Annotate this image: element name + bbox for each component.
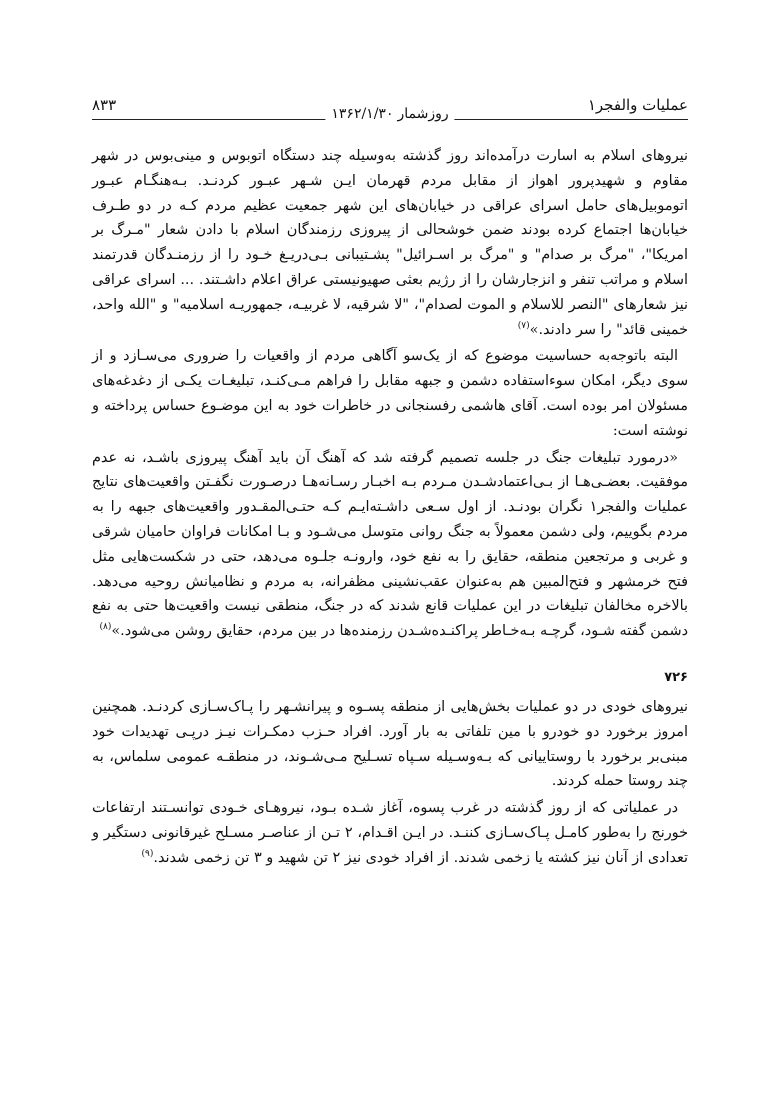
diary-label-text: روزشمار [397,106,449,122]
running-head [92,86,688,122]
paragraph [92,695,688,794]
quote-paragraph [92,446,688,644]
page-body [92,144,688,871]
paragraph-text: البته باتوجه‌به حساسیت موضوع که از یک‌سو آگاهی مردم از واقعیات را ضروری می‌سـازد و از سوی دیگر، امکان سوءاستفاده دشمن و جبهه مقابل را فراهم مـی‌کنـد، تبلیغـات یکـی از دغدغه‌های مسئولان امر بوده است. آقای هاشمی رفسنجانی در خاطرات خود به این موضـوع حساس پرداخته و نوشته است: [92,348,688,439]
page-number: ۸۳۳ [92,96,117,114]
paragraph-text: در عملیاتی که از روز گذشته در غرب پسوه، آغاز شـده بـود، نیروهـای خـودی توانسـتند ارتفاعات خورنج را به‌طور کامـل پـاک‌سـازی کننـد. در ایـن اقـدام، ۲ تـن از عناصـر مسـلح غیرقانونی دستگیر و تعدادی از آنان نیز کشته یا زخمی شدند. از افراد خودی نیز ۲ تن شهید و ۳ تن زخمی شدند. [92,800,688,866]
paragraph [92,144,688,342]
paragraph [92,796,688,870]
paragraph-text: «درمورد تبلیغات جنگ در جلسه تصمیم گرفته شد که آهنگ آن باید آهنگ پیروزی باشـد، نه عدم موفقیت. بعضـی‌هـا از بـی‌اعتمادشـدن مـردم بـه اخبـار رسـانه‌هـا درصـورت نگفـتن واقعیت‌های نتایج عملیات والفجر۱ نگران بودنـد. از اول سـعی داشـته‌ایـم کـه حتـی‌المقـدور واقعیت‌های جبهه را به مردم بگوییم، ولی دشمن معمولاً به جنگ روانی متوسل می‌شـود و بـا امکانات فراوان حامیان شرقی و غربی و مرتجعین منطقه، حقایق را به نفع خود، وارونـه جلـوه می‌دهد، حتی در شکست‌هایی مثل فتح خرمشهر و فتح‌المبین هم به‌عنوان عقب‌نشینی مظفرانه، به مردم و نظامیانش روحیه می‌دهد. بالاخره مخالفان تبلیغات در این عملیات قانع شدند که در جنگ، منطقی نیست واقعیت‌ها حتی به نفع دشمن گفته شـود، گرچـه بـه‌خـاطر پراکنـده‌شـدن رزمنده‌ها در بین مردم، حقایق روشن می‌شود.» [92,449,688,640]
entry-number: ۷۲۶ [664,669,688,685]
footnote-ref: (۹) [141,848,154,859]
book-title: عملیات والفجر۱ [587,96,688,114]
diary-label [325,106,454,122]
diary-date: ۱۳۶۲/۱/۳۰ [331,106,394,122]
paragraph [92,344,688,443]
footnote-ref: (۸) [99,622,112,633]
paragraph-text: نیروهای خودی در دو عملیات بخش‌هایی از منطقه پسـوه و پیرانشـهر را پـاک‌سـازی کردنـد. همچنین امروز برخورد دو خودرو با مین تلفاتی به بار آورد. افراد حـزب دمکـرات نیـز درپـی تهدیدات خود مبنی‌بر برخورد با روستاییانی که بـه‌وسـیله سـپاه تسـلیح مـی‌شـوند، در منطقـه عمومی سلماس، به چند روستا حمله کردند. [92,698,688,790]
paragraph-text: نیروهای اسلام به اسارت درآمده‌اند روز گذشته به‌وسیله چند دستگاه اتوبوس و مینی‌بوس در شهر مقاوم و شهیدپرور اهواز از مقابل مردم قهرمان ایـن شـهر عبـور کردنـد. بـه‌هنگـام عبـور اتوموبیل‌های حامل اسرای عراقی در خیابان‌های این شهر جمعیت عظیم مردم کـه در دو طـرف خیابان‌ها اجتماع کرده بودند ضمن خوشحالی از پیروزی رزمندگان اسلام با دادن شعار "مـرگ بر امریکا"، "مرگ بر صدام" و "مرگ بر اسـرائیل" پشـتیبانی بـی‌دریـغ خـود را از رزمنـدگان قدرتمند اسلام و مراتب تنفر و انزجارشان را از رژیم بعثی صهیونیستی عراق اعلام داشـتند. ... اسرای عراقی نیز شعارهای "النصر للاسلام و الموت لصدام"، "لا شرقیه، لا غربیـه، جمهوریـه اسلامیه" و "الله واحد، خمینی قائد" را سر دادند.» [92,148,688,338]
footnote-ref: (۷) [517,320,530,331]
book-page [92,86,688,873]
